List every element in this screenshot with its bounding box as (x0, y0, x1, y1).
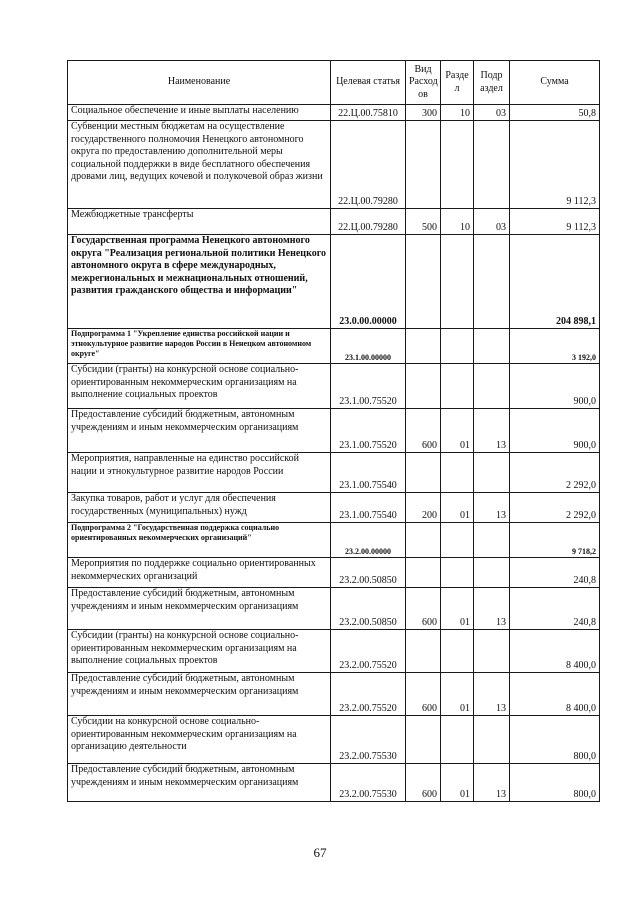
header-expense-type: Вид Расход ов (406, 61, 441, 105)
row-expense-type (406, 558, 441, 588)
row-section (441, 121, 474, 209)
row-expense-type (406, 716, 441, 764)
row-name: Предоставление субсидий бюджетным, автономным учреждениям и иным некоммерческим организациям (68, 409, 331, 453)
row-subsection (474, 121, 510, 209)
table-row (68, 673, 600, 716)
row-name: Субвенции местным бюджетам на осуществление государственного полномочия Ненецкого автономного округа по предоставлению дополнительной меры социальной поддержки в виде бесплатного обеспечения дровами лиц, ведущих кочевой и полукочевой образ жизни (68, 121, 331, 209)
row-expense-type: 500 (406, 209, 441, 235)
row-subsection: 13 (474, 673, 510, 716)
row-target: 23.0.00.00000 (331, 235, 406, 329)
row-section (441, 235, 474, 329)
row-name: Мероприятия, направленные на единство российской нации и этнокультурное развитие народов России (68, 453, 331, 493)
table-row (68, 523, 600, 558)
row-expense-type (406, 121, 441, 209)
row-section (441, 364, 474, 409)
row-target: 23.2.00.00000 (331, 523, 406, 558)
row-section: 10 (441, 105, 474, 121)
row-expense-type: 300 (406, 105, 441, 121)
row-expense-type (406, 453, 441, 493)
row-expense-type: 600 (406, 588, 441, 630)
row-sum: 204 898,1 (510, 235, 600, 329)
table-row (68, 364, 600, 409)
row-subsection (474, 329, 510, 364)
row-name: Государственная программа Ненецкого автономного округа "Реализация региональной политики Ненецкого автономного округа в сфере международных, межрегиональных и межнациональных отношений, развития гражданского общества и информации" (68, 235, 331, 329)
row-expense-type: 600 (406, 673, 441, 716)
row-section (441, 453, 474, 493)
row-expense-type: 600 (406, 409, 441, 453)
header-target: Целевая статья (331, 61, 406, 105)
row-subsection (474, 453, 510, 493)
row-subsection (474, 630, 510, 673)
row-name: Подпрограмма 1 "Укрепление единства российской нации и этнокультурное развитие народов России в Ненецком автономном округе" (68, 329, 331, 364)
row-subsection (474, 523, 510, 558)
budget-table (67, 60, 600, 802)
row-sum: 2 292,0 (510, 493, 600, 523)
row-subsection: 13 (474, 588, 510, 630)
header-name: Наименование (68, 61, 331, 105)
row-name: Подпрограмма 2 "Государственная поддержка социально ориентированных некоммерческих организаций" (68, 523, 331, 558)
row-section (441, 630, 474, 673)
row-subsection (474, 235, 510, 329)
row-name: Предоставление субсидий бюджетным, автономным учреждениям и иным некоммерческим организациям (68, 673, 331, 716)
row-expense-type: 600 (406, 764, 441, 802)
table-row (68, 235, 600, 329)
table-row (68, 493, 600, 523)
row-section: 01 (441, 588, 474, 630)
table-row (68, 716, 600, 764)
row-expense-type (406, 235, 441, 329)
row-section (441, 716, 474, 764)
page-number: 67 (313, 845, 327, 860)
table-header-row (68, 61, 600, 105)
row-sum: 9 112,3 (510, 209, 600, 235)
row-sum: 800,0 (510, 716, 600, 764)
row-name: Предоставление субсидий бюджетным, автономным учреждениям и иным некоммерческим организациям (68, 588, 331, 630)
row-target: 23.2.00.75530 (331, 764, 406, 802)
row-section: 01 (441, 764, 474, 802)
row-subsection: 03 (474, 105, 510, 121)
row-section: 01 (441, 409, 474, 453)
row-target: 23.1.00.75520 (331, 409, 406, 453)
table-row (68, 409, 600, 453)
row-section (441, 523, 474, 558)
table-row (68, 558, 600, 588)
row-target: 23.2.00.75520 (331, 673, 406, 716)
row-sum: 8 400,0 (510, 673, 600, 716)
row-name: Закупка товаров, работ и услуг для обеспечения государственных (муниципальных) нужд (68, 493, 331, 523)
row-section (441, 558, 474, 588)
row-section (441, 329, 474, 364)
row-expense-type (406, 364, 441, 409)
row-section: 01 (441, 673, 474, 716)
row-target: 22.Ц.00.79280 (331, 209, 406, 235)
row-sum: 240,8 (510, 558, 600, 588)
row-target: 23.1.00.75540 (331, 453, 406, 493)
row-sum: 8 400,0 (510, 630, 600, 673)
row-name: Межбюджетные трансферты (68, 209, 331, 235)
row-expense-type (406, 329, 441, 364)
row-name: Мероприятия по поддержке социально ориентированных некоммерческих организаций (68, 558, 331, 588)
header-section: Разде л (441, 61, 474, 105)
row-subsection: 03 (474, 209, 510, 235)
row-name: Субсидии (гранты) на конкурсной основе социально-ориентированным некоммерческим организациям на выполнение социальных проектов (68, 364, 331, 409)
table-row (68, 588, 600, 630)
row-subsection (474, 716, 510, 764)
row-sum: 9 718,2 (510, 523, 600, 558)
row-subsection: 13 (474, 493, 510, 523)
table-row (68, 630, 600, 673)
table-row (68, 105, 600, 121)
row-target: 23.1.00.75520 (331, 364, 406, 409)
row-sum: 50,8 (510, 105, 600, 121)
row-expense-type (406, 630, 441, 673)
row-name: Социальное обеспечение и иные выплаты населению (68, 105, 331, 121)
row-subsection (474, 558, 510, 588)
row-expense-type (406, 523, 441, 558)
row-sum: 240,8 (510, 588, 600, 630)
table-row (68, 329, 600, 364)
table-row (68, 453, 600, 493)
row-section: 10 (441, 209, 474, 235)
header-subsection: Подр аздел (474, 61, 510, 105)
row-sum: 900,0 (510, 409, 600, 453)
row-subsection: 13 (474, 764, 510, 802)
row-expense-type: 200 (406, 493, 441, 523)
row-target: 22.Ц.00.75810 (331, 105, 406, 121)
row-section: 01 (441, 493, 474, 523)
row-subsection: 13 (474, 409, 510, 453)
row-sum: 3 192,0 (510, 329, 600, 364)
row-target: 23.2.00.50850 (331, 588, 406, 630)
row-target: 23.2.00.75530 (331, 716, 406, 764)
table-row (68, 209, 600, 235)
row-sum: 800,0 (510, 764, 600, 802)
row-target: 23.1.00.75540 (331, 493, 406, 523)
row-name: Субсидии на конкурсной основе социально-ориентированным некоммерческим организациям на организацию деятельности (68, 716, 331, 764)
row-name: Предоставление субсидий бюджетным, автономным учреждениям и иным некоммерческим организациям (68, 764, 331, 802)
row-sum: 9 112,3 (510, 121, 600, 209)
row-target: 23.2.00.75520 (331, 630, 406, 673)
header-sum: Сумма (510, 61, 600, 105)
row-sum: 900,0 (510, 364, 600, 409)
table-row (68, 764, 600, 802)
row-name: Субсидии (гранты) на конкурсной основе социально-ориентированным некоммерческим организациям на выполнение социальных проектов (68, 630, 331, 673)
row-sum: 2 292,0 (510, 453, 600, 493)
table-row (68, 121, 600, 209)
row-target: 23.1.00.00000 (331, 329, 406, 364)
row-subsection (474, 364, 510, 409)
row-target: 23.2.00.50850 (331, 558, 406, 588)
row-target: 22.Ц.00.79280 (331, 121, 406, 209)
